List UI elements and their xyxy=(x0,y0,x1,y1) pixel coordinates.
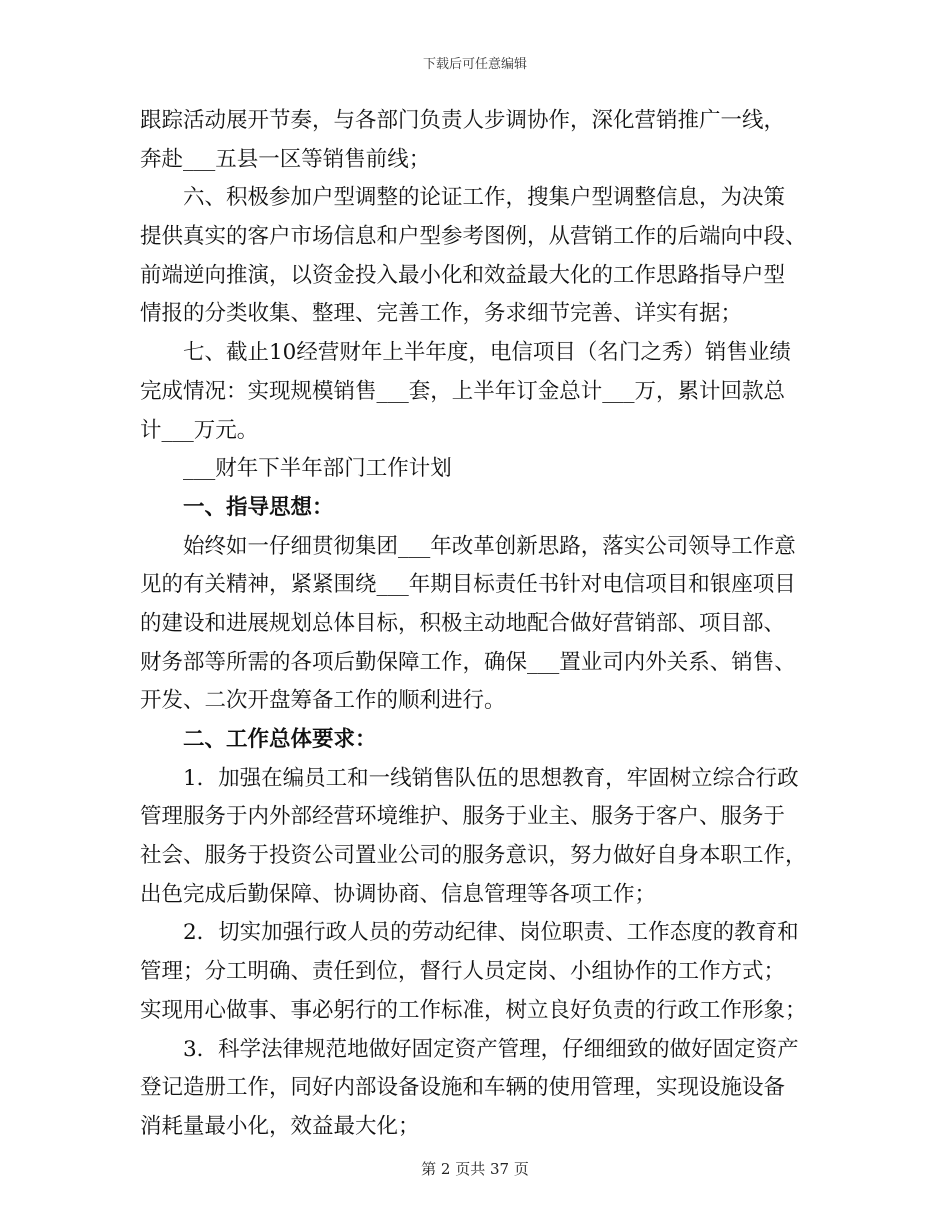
paragraph-line: 前端逆向推演，以资金投入最小化和效益最大化的工作思路指导户型 xyxy=(140,262,786,288)
page-number: 第 2 页共 37 页 xyxy=(421,1160,529,1178)
paragraph-line: 提供真实的客户市场信息和户型参考图例，从营销工作的后端向中段、 xyxy=(140,224,807,250)
paragraph-line: 六、积极参加户型调整的论证工作，搜集户型调整信息，为决策 xyxy=(183,185,786,211)
paragraph-line: 七、截止10经营财年上半年度，电信项目（名门之秀）销售业绩 xyxy=(183,340,791,366)
paragraph-line: 跟踪活动展开节奏，与各部门负责人步调协作，深化营销推广一线， xyxy=(140,108,786,133)
paragraph-line: 管理；分工明确、责任到位，督行人员定岗、小组协作的工作方式； xyxy=(140,959,786,985)
paragraph-line: 出色完成后勤保障、协调协商、信息管理等各项工作； xyxy=(140,881,657,907)
paragraph-line: 完成情况：实现规模销售___套，上半年订金总计___万，累计回款总 xyxy=(140,378,786,404)
paragraph-line: 财务部等所需的各项后勤保障工作，确保___置业司内外关系、销售、 xyxy=(140,649,796,675)
paragraph-line: 登记造册工作，同好内部设备设施和车辆的使用管理，实现设施设备 xyxy=(140,1075,786,1101)
section-heading: 一、指导思想： xyxy=(183,494,334,520)
paragraph-line: 始终如一仔细贯彻集团___年改革创新思路，落实公司领导工作意 xyxy=(183,533,796,559)
paragraph-line: 计___万元。 xyxy=(140,417,259,443)
page-header: 下载后可任意编辑 xyxy=(422,57,527,72)
section-heading: 二、工作总体要求： xyxy=(183,727,377,752)
paragraph-line: 开发、二次开盘筹备工作的顺利进行。 xyxy=(140,688,506,714)
paragraph-line: 情报的分类收集、整理、完善工作，务求细节完善、详实有据； xyxy=(140,301,743,327)
paragraph-line: 管理服务于内外部经营环境维护、服务于业主、服务于客户、服务于 xyxy=(140,804,786,830)
document-body xyxy=(140,102,830,1147)
paragraph-line: 3．科学法律规范地做好固定资产管理，仔细细致的做好固定资产 xyxy=(183,1036,799,1062)
paragraph-line: 社会、服务于投资公司置业公司的服务意识，努力做好自身本职工作， xyxy=(140,843,807,869)
paragraph-line: 1．加强在编员工和一线销售队伍的思想教育，牢固树立综合行政 xyxy=(183,765,799,791)
paragraph-line: 的建设和进展规划总体目标，积极主动地配合做好营销部、项目部、 xyxy=(140,610,786,636)
paragraph-line: 实现用心做事、事必躬行的工作标准，树立良好负责的行政工作形象； xyxy=(140,997,807,1023)
paragraph-line: 2．切实加强行政人员的劳动纪律、岗位职责、工作态度的教育和 xyxy=(183,920,799,946)
paragraph-line: 奔赴___五县一区等销售前线； xyxy=(140,146,431,172)
paragraph-line: 见的有关精神，紧紧围绕___年期目标责任书针对电信项目和银座项目 xyxy=(140,572,796,598)
paragraph-line: ___财年下半年部门工作计划 xyxy=(183,456,452,482)
paragraph-line: 消耗量最小化，效益最大化； xyxy=(140,1113,420,1139)
